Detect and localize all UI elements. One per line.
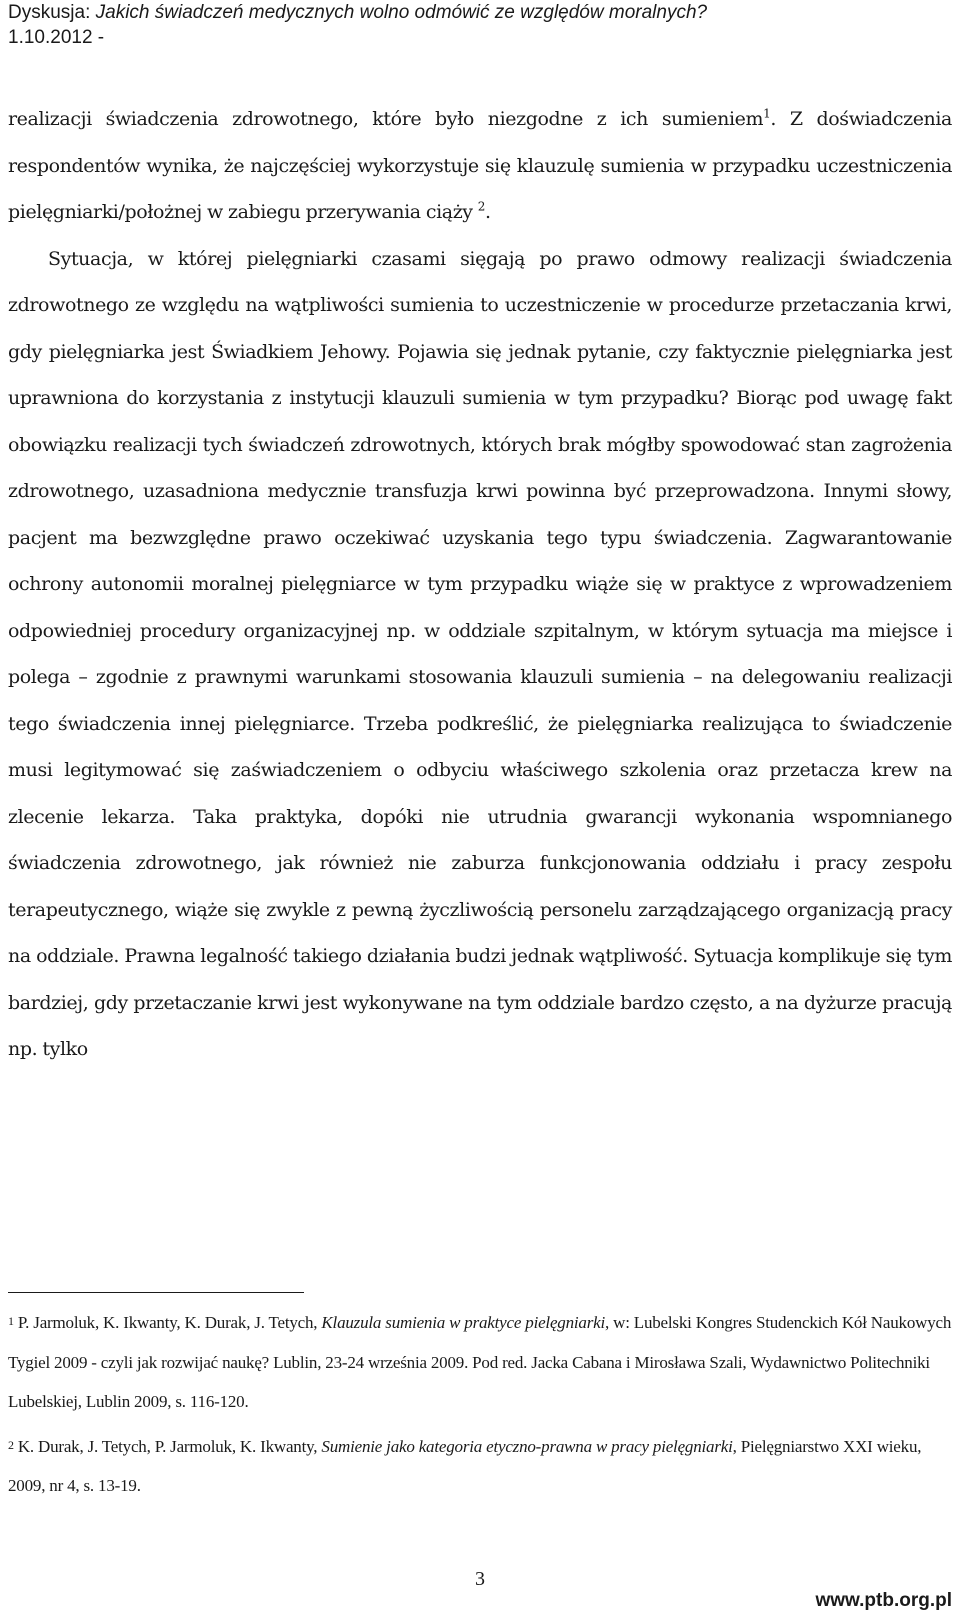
footnote-1 (8, 1302, 952, 1422)
footnote-1-number: 1 (8, 1314, 14, 1328)
site-url-link[interactable]: www.ptb.org.pl (815, 1590, 952, 1611)
footnote-1-title: Klauzula sumienia w praktyce pielęgniarki (321, 1313, 606, 1332)
footnote-1-rest: , w: Lubelski Kongres Studenckich Kół Naukowych Tygiel 2009 - czyli jak rozwijać naukę? Lublin, 23-24 września 2009. Pod red. Jacka Cabana i Mirosława Szali, Wydawnictwo Politechniki Lubelskiej, Lublin 2009, s. 116-120. (8, 1313, 952, 1411)
header-topic: Jakich świadczeń medycznych wolno odmówić ze względów moralnych? (95, 2, 708, 23)
paragraph-2: Sytuacja, w której pielęgniarki czasami sięgają po prawo odmowy realizacji świadczenia zdrowotnego ze względu na wątpliwości sumienia to uczestniczenie w procedurze przetaczania krwi, gdy pielęgniarka jest Świadkiem Jehowy. Pojawia się jednak pytanie, czy faktycznie pielęgniarka jest uprawniona do korzystania z instytucji klauzuli sumienia w tym przypadku? Biorąc pod uwagę fakt obowiązku realizacji tych świadczeń zdrowotnych, których brak mógłby spowodować stan zagrożenia zdrowotnego, uzasadniona medycznie transfuzja krwi powinna być przeprowadzona. Innymi słowy, pacjent ma bezwzględne prawo oczekiwać uzyskania tego typu świadczenia. Zagwarantowanie ochrony autonomii moralnej pielęgniarce w tym przypadku wiąże się w praktyce z wprowadzeniem odpowiedniej procedury organizacyjnej np. w oddziale szpitalnym, w którym sytuacja ma miejsce i polega – zgodnie z prawnymi warunkami stosowania klauzuli sumienia – na delegowaniu realizacji tego świadczenia innej pielęgniarce. Trzeba podkreślić, że pielęgniarka realizująca to świadczenie musi legitymować się zaświadczeniem o odbyciu właściwego szkolenia oraz przetacza krew na zlecenie lekarza. Taka praktyka, dopóki nie utrudnia gwarancji wykonania wspomnianego świadczenia zdrowotnego, jak również nie zaburza funkcjonowania oddziału i pracy zespołu terapeutycznego, wiąże się zwykle z pewną życzliwością personelu zarządzającego organizacją pracy na oddziale. Prawna legalność takiego działania budzi jednak wątpliwość. Sytuacja komplikuje się tym bardziej, gdy przetaczanie krwi jest wykonywane na tym oddziale bardzo często, a na dyżurze pracują np. tylko (8, 247, 952, 1060)
page-number: 3 (475, 1568, 485, 1590)
page-header (8, 0, 948, 50)
footnote-1-authors: P. Jarmoluk, K. Ikwanty, K. Durak, J. Tetych, (17, 1313, 322, 1332)
footnote-2-number: 2 (8, 1437, 14, 1452)
footnote-2-authors: K. Durak, J. Tetych, P. Jarmoluk, K. Ikwanty, (17, 1436, 322, 1456)
footnotes (8, 1302, 952, 1510)
header-site-name: Dyskusja: (8, 2, 91, 23)
header-title-line (8, 0, 948, 25)
footnote-2-rest: , Pielęgniarstwo XXI wieku, 2009, nr 4, s. 13-19. (8, 1436, 922, 1495)
footnote-2-title: Sumienie jako kategoria etyczno-prawna w pracy pielęgniarki (321, 1436, 733, 1456)
footnote-ref-1[interactable]: 1 (763, 106, 771, 121)
header-date: 1.10.2012 - (8, 27, 105, 48)
paragraph-1-text-mid: . Z doświadczenia respondentów wynika, że najczęściej wykorzystuje się klauzulę sumienia w przypadku uczestniczenia pielęgniarki/położnej w zabiegu przerywania ciąży (8, 108, 952, 223)
body-text (8, 96, 952, 1073)
footnote-ref-2[interactable]: 2 (477, 199, 486, 214)
paragraph-1-text-before: realizacji świadczenia zdrowotnego, które było niezgodne z ich sumieniem (8, 108, 764, 130)
paragraph-1 (8, 96, 952, 236)
footnote-divider (8, 1292, 304, 1293)
paragraph-1-text-end: . (485, 201, 491, 223)
footnote-2 (8, 1426, 952, 1506)
